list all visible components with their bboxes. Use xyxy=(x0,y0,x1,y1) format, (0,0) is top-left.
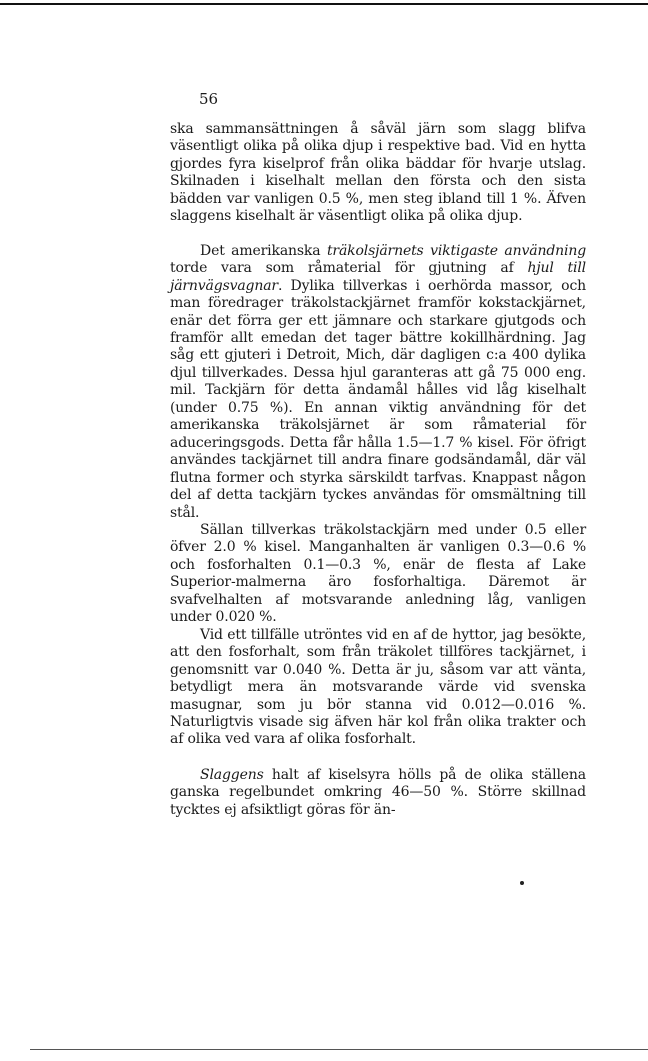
paragraph-text: torde vara som råmaterial för gjutning af xyxy=(170,260,528,277)
paragraph xyxy=(170,243,586,522)
paragraph-text: Vid ett tillfälle utröntes vid en af de hyttor, jag besökte, att den fosforhalt, som från träkolet tillföres tackjärnet, i genomsnitt var 0.040 %. Detta är ju, såsom var att vänta, betydligt mera än motsvarande värde vid svenska masugnar, som ju bör stanna vid 0.012—0.016 %. Naturligtvis visade sig äfven här kol från olika trakter och af olika ved vara af olika fosforhalt. xyxy=(170,626,586,748)
bottom-border-rule xyxy=(30,1049,648,1050)
paragraph xyxy=(170,767,586,819)
top-border-rule xyxy=(0,3,648,5)
paragraph-text: ska sammansättningen å såväl järn som slagg blifva väsentligt olika på olika djup i respektive bad. Vid en hytta gjordes fyra kiselprof från olika bäddar för hvarje utslag. Skilnaden i kiselhalt mellan den första och den sista bädden var vanligen 0.5 %, men steg ibland till 1 %. Äfven slaggens kiselhalt är väsentligt olika på olika djup. xyxy=(170,121,586,225)
paragraph xyxy=(170,627,586,749)
italic-phrase: hjul till järnvägsvagnar xyxy=(170,260,586,294)
paragraph-text: . Dylika tillverkas i oerhörda massor, och man föredrager träkolstackjärnet framför kokstackjärnet, enär det förra ger ett jämnare och starkare gjutgods och framför allt emedan det tager bättre kokillhärdning. Jag såg ett gjuteri i Detroit, Mich, där dagligen c:a 400 dylika djul tillverkades. Dessa hjul garanteras att gå 75 000 eng. mil. Tackjärn för detta ändamål hålles vid låg kiselhalt (under 0.75 %). En annan viktig användning för det amerikanska träkolsjärnet är som råmaterial för aduceringsgods. Detta får hålla 1.5—1.7 % kisel. För öfrigt användes tackjärnet till andra finare godsändamål, där väl flutna former och styrka särskildt tarfvas. Knappast någon del af detta tackjärn tyckes användas för omsmältning till stål. xyxy=(170,277,586,521)
paragraph-text: Det amerikanska xyxy=(200,242,327,259)
paragraph-text: halt af kiselsyra hölls på de olika ställena ganska regelbundet omkring 46—50 %. Större skillnad tycktes ej afsiktligt göras för än- xyxy=(170,766,586,818)
italic-phrase: Slaggens xyxy=(200,766,264,783)
paragraph xyxy=(170,522,586,627)
body-text-column xyxy=(170,121,586,819)
paragraph xyxy=(170,121,586,226)
ink-speck xyxy=(520,881,524,885)
paragraph-text: Sällan tillverkas träkolstackjärn med under 0.5 eller öfver 2.0 % kisel. Manganhalten är vanligen 0.3—0.6 % och fosforhalten 0.1—0.3 %, enär de flesta af Lake Superior-malmerna äro fosforhaltiga. Däremot är svafvelhalten af motsvarande anledning låg, vanligen under 0.020 %. xyxy=(170,521,586,626)
page-number: 56 xyxy=(199,90,219,108)
italic-phrase: träkolsjärnets viktigaste användning xyxy=(326,242,587,259)
